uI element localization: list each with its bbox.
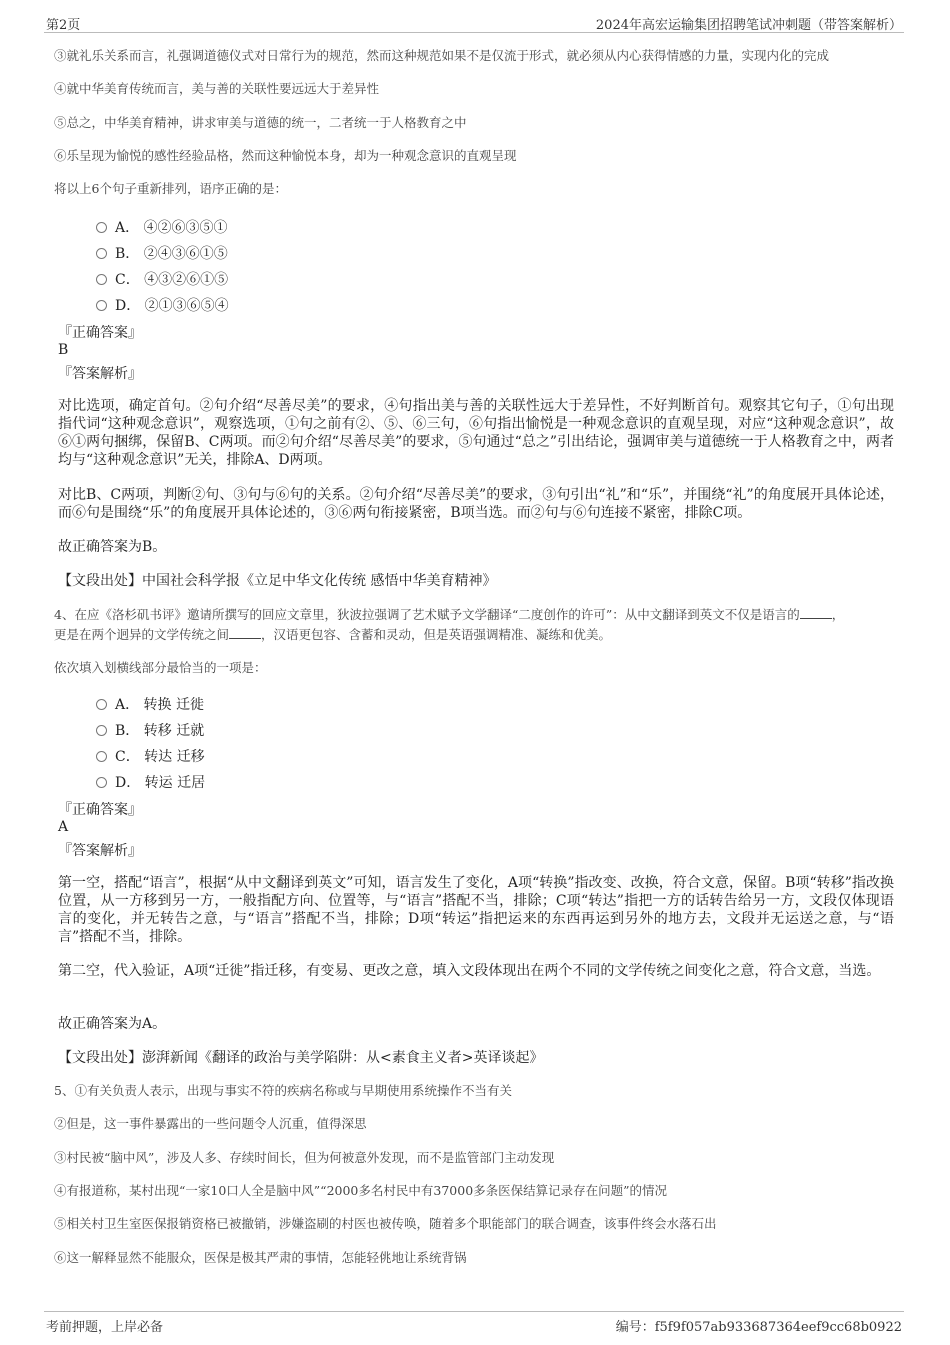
q3-analysis-paragraph-2: 对比B、C两项，判断②句、③句与⑥句的关系。②句介绍“尽善尽美”的要求，③句引出“礼”和“乐”，并围绕“礼”的角度展开具体论述，而⑥句是围绕“乐”的角度展开具体论述的，③⑥两句衔接紧密，B项当选。而②句与⑥句连接不紧密，排除C项。 [58, 487, 894, 521]
q4-option-d-label: D． 转运 迁居 [115, 775, 206, 791]
footer-slogan: 考前押题，上岸必备 [46, 1320, 164, 1335]
q3-option-b[interactable] [96, 243, 228, 263]
q5-line-2: ②但是，这一事件暴露出的一些问题令人沉重，值得深思 [54, 1116, 367, 1131]
q4-analysis-label: 『答案解析』 [58, 843, 142, 859]
q4-stem-part-4: ，汉语更包容、含蓄和灵动，但是英语强调精准、凝练和优美。 [261, 627, 612, 642]
radio-icon[interactable] [96, 300, 107, 311]
q4-option-b[interactable] [96, 720, 204, 740]
q3-line-4: ④就中华美育传统而言，美与善的关联性要远远大于差异性 [54, 81, 380, 96]
radio-icon[interactable] [96, 725, 107, 736]
radio-icon[interactable] [96, 274, 107, 285]
q4-blank-1 [800, 606, 832, 619]
q3-line-6: ⑥乐呈现为愉悦的感性经验品格，然而这种愉悦本身，却为一种观念意识的直观呈现 [54, 148, 517, 163]
q4-analysis-paragraph-2: 第二空，代入验证，A项“迁徙”指迁移，有变易、更改之意，填入文段体现出在两个不同的文学传统之间变化之意，符合文意，当选。 [58, 963, 881, 979]
document-title: 2024年高宏运输集团招聘笔试冲刺题（带答案解析） [595, 18, 902, 33]
q3-option-c-label: C． ④③②⑥①⑤ [115, 272, 229, 288]
q5-line-6: ⑥这一解释显然不能服众，医保是极其严肃的事情，怎能轻佻地让系统背锅 [54, 1250, 467, 1265]
q4-option-a-label: A． 转换 迁徙 [115, 697, 205, 713]
q3-option-b-label: B． ②④③⑥①⑤ [115, 246, 228, 262]
q4-answer: A [58, 819, 69, 835]
q3-line-3: ③就礼乐关系而言，礼强调道德仪式对日常行为的规范，然而这种规范如果不是仅流于形式，就必须从内心获得情感的力量，实现内化的完成 [54, 48, 830, 63]
q5-line-5: ⑤相关村卫生室医保报销资格已被撤销，涉嫌盗刷的村医也被传唤，随着多个职能部门的联合调查，该事件终会水落石出 [54, 1216, 717, 1231]
q3-analysis-paragraph-1: 对比选项，确定首句。②句介绍“尽善尽美”的要求，④句指出美与善的关联性远大于差异性，不好判断首句。观察其它句子，①句出现指代词“这种观念意识”，观察选项，①句之前有②、⑤、⑥三句，⑥句指出愉悦是一种观念意识的直观呈现，对应“这种观念意识”，故⑥①两句捆绑，保留B、C两项。而②句介绍“尽善尽美”的要求，⑤句通过“总之”引出结论，强调审美与道德统一于人格教育之中，两者均与“这种观念意识”无关，排除A、D两项。 [58, 398, 894, 468]
q5-line-4: ④有报道称，某村出现“一家10口人全是脑中风”“2000多名村民中有37000多条医保结算记录存在问题”的情况 [54, 1183, 668, 1198]
radio-icon[interactable] [96, 248, 107, 259]
q4-option-c[interactable] [96, 746, 205, 766]
radio-icon[interactable] [96, 751, 107, 762]
q4-answer-label: 『正确答案』 [58, 802, 142, 818]
q4-blank-2 [229, 626, 261, 639]
page-number: 第2页 [46, 18, 81, 33]
q3-answer-label: 『正确答案』 [58, 325, 142, 341]
q3-option-d-label: D． ②①③⑥⑤④ [115, 298, 229, 314]
q4-stem-part-2: ， [831, 607, 845, 622]
q4-stem-part-3: 更是在两个迥异的文学传统之间 [54, 627, 230, 642]
q5-line-1: 5、①有关负责人表示，出现与事实不符的疾病名称或与早期使用系统操作不当有关 [54, 1083, 512, 1098]
q3-analysis-label: 『答案解析』 [58, 366, 142, 382]
q4-analysis-conclusion: 故正确答案为A。 [58, 1016, 167, 1032]
q4-option-d[interactable] [96, 772, 205, 792]
q3-option-a-label: A． ④②⑥③⑤① [115, 220, 228, 236]
q3-prompt: 将以上6个句子重新排列，语序正确的是： [54, 181, 287, 196]
radio-icon[interactable] [96, 222, 107, 233]
radio-icon[interactable] [96, 699, 107, 710]
q3-source: 【文段出处】中国社会科学报《立足中华文化传统 感悟中华美育精神》 [58, 573, 497, 589]
page-header [44, 12, 904, 33]
q4-option-b-label: B． 转移 迁就 [115, 723, 205, 739]
q3-analysis-conclusion: 故正确答案为B。 [58, 539, 167, 555]
q4-stem [54, 605, 894, 645]
q4-stem-part-1: 4、在应《洛杉矶书评》邀请所撰写的回应文章里，狄波拉强调了艺术赋予文学翻译“二度创作的许可”：从中文翻译到英文不仅是语言的 [54, 607, 800, 622]
q3-answer: B [58, 342, 69, 358]
q3-option-c[interactable] [96, 269, 228, 289]
q4-option-c-label: C． 转达 迁移 [115, 749, 205, 765]
q4-prompt: 依次填入划横线部分最恰当的一项是： [54, 660, 267, 675]
page-footer [44, 1311, 904, 1338]
radio-icon[interactable] [96, 777, 107, 788]
q4-source: 【文段出处】澎湃新闻《翻译的政治与美学陷阱：从<素食主义者>英译谈起》 [58, 1050, 544, 1066]
q4-analysis-paragraph-1: 第一空，搭配“语言”，根据“从中文翻译到英文”可知，语言发生了变化，A项“转换”指改变、改换，符合文意，保留。B项“转移”指改换位置，从一方移到另一方，一般指配方向、位置等，与“语言”搭配不当，排除；C项“转达”指把一方的话转告给另一方，文段仅体现语言的变化，并无转告之意，与“语言”搭配不当，排除；D项“转运”指把运来的东西再运到另外的地方去，文段并无运送之意，与“语言”搭配不当，排除。 [58, 875, 894, 945]
q4-option-a[interactable] [96, 694, 204, 714]
q3-line-5: ⑤总之，中华美育精神，讲求审美与道德的统一，二者统一于人格教育之中 [54, 115, 467, 130]
footer-serial: 编号：f5f9f057ab933687364eef9cc68b0922 [615, 1320, 902, 1335]
q3-option-a[interactable] [96, 217, 228, 237]
q5-line-3: ③村民被“脑中风”，涉及人多、存续时间长，但为何被意外发现，而不是监管部门主动发现 [54, 1150, 555, 1165]
q3-option-d[interactable] [96, 295, 229, 315]
